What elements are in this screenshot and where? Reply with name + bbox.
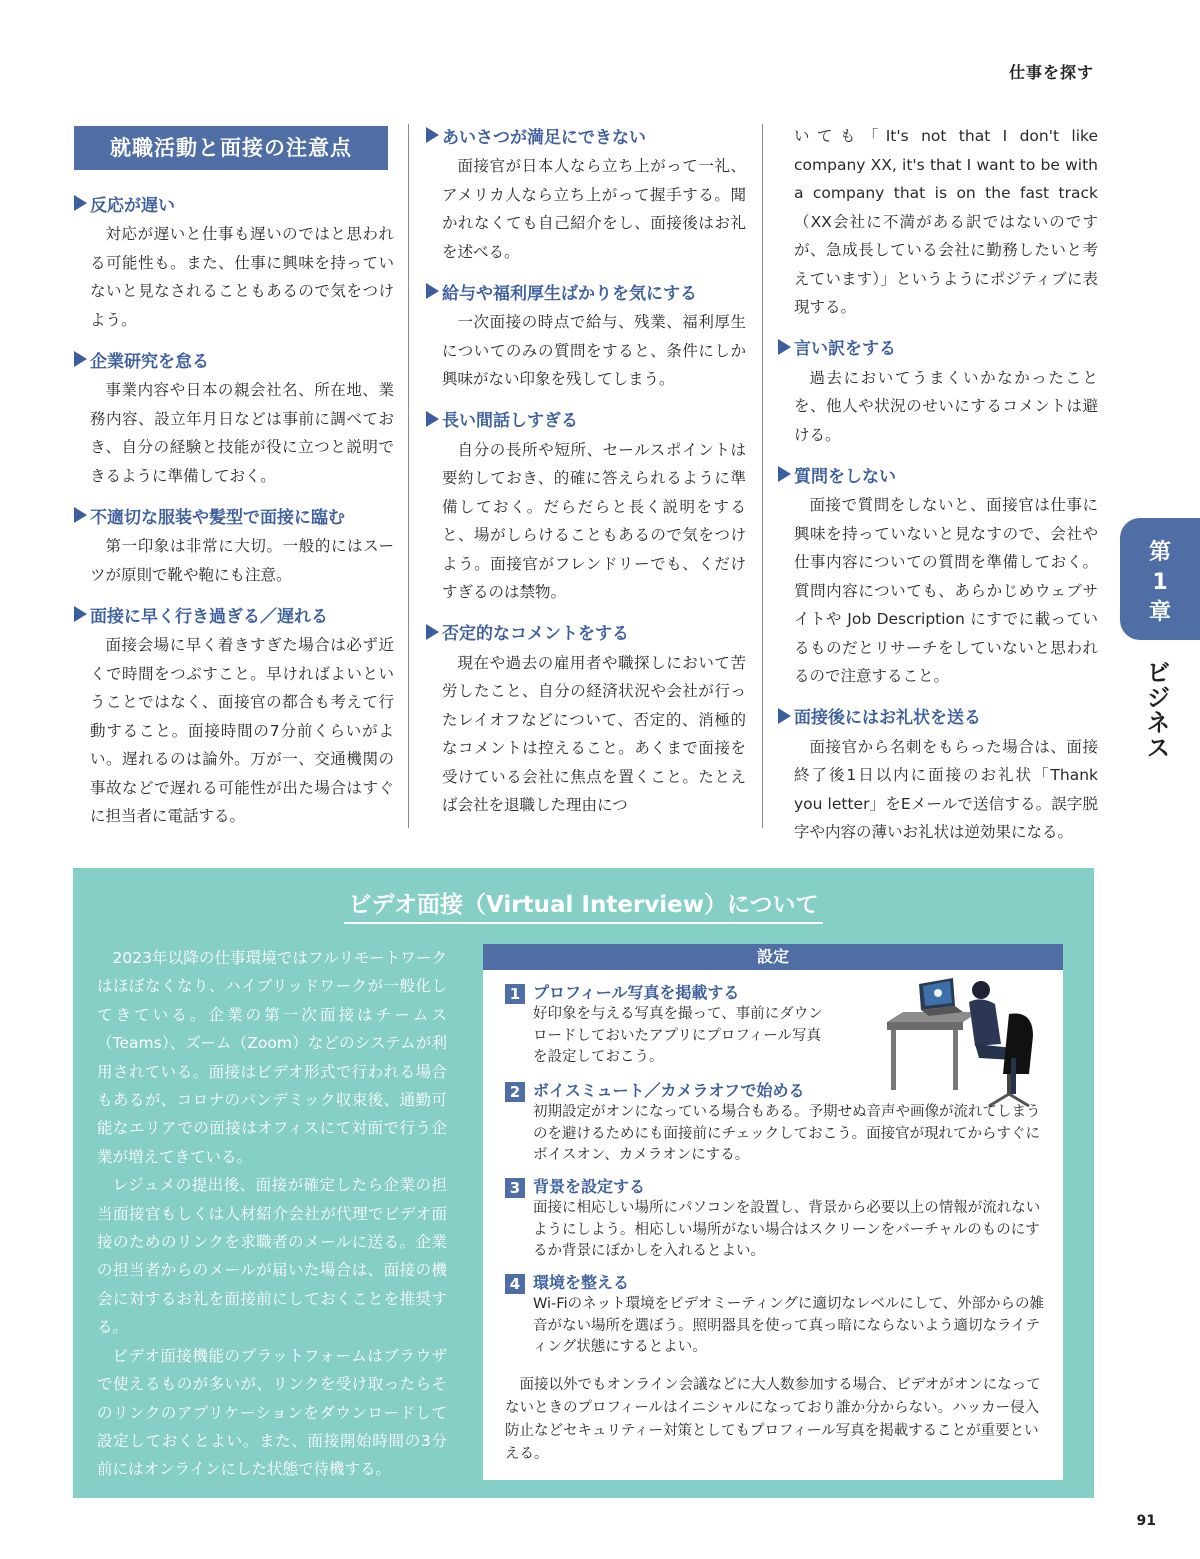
triangle-bullet-icon <box>74 507 87 523</box>
tip-body: 第一印象は非常に大切。一般的にはスーツが原則で靴や鞄にも注意。 <box>90 537 394 584</box>
tip-block <box>426 122 746 266</box>
tip-block <box>74 190 394 334</box>
chapter-side-label: ビジネス <box>1142 660 1170 760</box>
settings-panel <box>483 944 1063 1480</box>
page-number: 91 <box>1136 1513 1156 1529</box>
column-divider <box>762 124 763 828</box>
settings-header: 設定 <box>483 944 1063 970</box>
triangle-bullet-icon <box>778 339 791 355</box>
tip-body: 面接会場に早く着きすぎた場合は必ず近くで時間をつぶすこと。早ければよいということではなく、面接官の都合も考えて行動すること。面接時間の7分前くらいがよい。遅れるのは論外。万が一、交通機関の事故などで遅れる可能性が出た場合はすぐに担当者に電話する。 <box>90 636 394 825</box>
triangle-bullet-icon <box>778 466 791 482</box>
tip-block-continued <box>778 122 1098 322</box>
triangle-bullet-icon <box>426 127 439 143</box>
setting-item <box>505 980 1045 1069</box>
tip-heading: 長い間話しすぎる <box>426 406 746 432</box>
setting-number: 2 <box>505 1082 525 1102</box>
tip-block <box>426 406 746 607</box>
tip-body: 現在や過去の雇用者や職探しにおいて苦労したこと、自分の経済状況や会社が行ったレイオフなどについて、否定的、消極的なコメントは控えること。あくまで面接を受けている会社に焦点を置くこと。たとえば会社を退職した理由につ <box>442 653 746 814</box>
video-paragraph: 2023年以降の仕事環境ではフルリモートワークはほぼなくなり、ハイブリッドワークが一般化してきている。企業の第一次面接はチームス（Teams）、ズーム（Zoom）などのシステムが利用されている。面接はビデオ形式で行われる場合もあるが、コロナのパンデミック収束後、通勤可能なエリアでの面接はオフィスにて対面で行う企業が増えてきている。 <box>97 949 447 1166</box>
chapter-tab-number: 1 <box>1152 570 1168 595</box>
tip-body: 対応が遅いと仕事も遅いのではと思われる可能性も。また、仕事に興味を持っていないと見なされることもあるので気をつけよう。 <box>90 225 394 329</box>
setting-item <box>505 1270 1045 1359</box>
tip-heading: 面接に早く行き過ぎる／遅れる <box>74 601 394 627</box>
tip-body: 面接官から名刺をもらった場合は、面接終了後1日以内に面接のお礼状「Thank you letter」をEメールで送信する。誤字脱字や内容の薄いお礼状は逆効果になる。 <box>794 737 1098 841</box>
tip-heading: 給与や福利厚生ばかりを気にする <box>426 278 746 304</box>
settings-note: 面接以外でもオンライン会議などに大人数参加する場合、ビデオがオンになってないときのプロフィールはイニシャルになっており誰か分からない。ハッカー侵入防止などセキュリティー対策としてもプロフィール写真を掲載することが重要といえる。 <box>505 1377 1041 1462</box>
setting-body: Wi-Fiのネット環境をビデオミーティングに適切なレベルにして、外部からの雑音がない場所を選ぼう。照明器具を使って真っ暗にならないよう適切なライティング状態にするとよい。 <box>533 1296 1045 1355</box>
triangle-bullet-icon <box>74 606 87 622</box>
video-paragraph: レジュメの提出後、面接が確定したら企業の担当面接官もしくは人材紹介会社が代理でビデオ面接のためのリンクを求職者のメールに送る。企業の担当者からのメールが届いた場合は、面接の機会に対するお礼を面接前にしておくことを推奨する。 <box>97 1176 447 1337</box>
triangle-bullet-icon <box>74 195 87 211</box>
column-2 <box>426 122 746 832</box>
tip-block <box>74 346 394 490</box>
tip-block <box>778 461 1098 691</box>
tip-block <box>778 703 1098 847</box>
setting-number: 4 <box>505 1274 525 1294</box>
setting-heading: 2 ボイスミュート／カメラオフで始める <box>505 1078 1045 1102</box>
triangle-bullet-icon <box>74 351 87 367</box>
tip-body: 面接で質問をしないと、面接官は仕事に興味を持っていないと見なすので、会社や仕事内容についての質問を準備しておく。質問内容についても、あらかじめウェブサイトや Job Description にすでに載っているものだとリサーチをしていないと思われるので注意すること。 <box>794 496 1098 685</box>
triangle-bullet-icon <box>426 283 439 299</box>
tip-block <box>426 619 746 820</box>
setting-item <box>505 1174 1045 1263</box>
column-1 <box>74 120 394 843</box>
tip-body: 一次面接の時点で給与、残業、福利厚生についてのみの質問をすると、条件にしか興味がない印象を残してしまう。 <box>442 313 746 388</box>
setting-body: 面接に相応しい場所にパソコンを設置し、背景から必要以上の情報が流れないようにしよう。相応しい場所がない場合はスクリーンをバーチャルのものにするか背景にぼかしを入れるとよい。 <box>533 1200 1041 1259</box>
column-divider <box>408 124 409 828</box>
tip-block <box>778 334 1098 450</box>
triangle-bullet-icon <box>778 708 791 724</box>
setting-item <box>505 1078 1045 1167</box>
video-interview-title: ビデオ面接（Virtual Interview）について <box>73 886 1094 919</box>
column-3 <box>778 122 1098 859</box>
setting-heading: 4 環境を整える <box>505 1270 1045 1294</box>
tip-body: いても「It's not that I don't like company XX, it's that I want to be with a company that is on the fast track（XX会社に不満がある訳ではないのですが、急成長している会社に勤務したいと考えています）」というようにポジティブに表現する。 <box>794 127 1098 316</box>
setting-heading: 1 プロフィール写真を掲載する <box>505 980 1045 1004</box>
setting-body: 初期設定がオンになっている場合もある。予期せぬ音声や画像が流れてしまうのを避けるためにも面接前にチェックしておこう。面接官が現れてからすぐにボイスオン、カメラオンにする。 <box>533 1104 1041 1163</box>
video-paragraph: ビデオ面接機能のプラットフォームはブラウザで使えるものが多いが、リンクを受け取ったらそのリンクのアプリケーションをダウンロードして設定しておくとよい。また、面接開始時間の3分前にはオンラインにした状態で待機する。 <box>97 1346 447 1479</box>
tip-body: 面接官が日本人なら立ち上がって一礼、アメリカ人なら立ち上がって握手する。聞かれなくても自己紹介をし、面接後はお礼を述べる。 <box>442 157 746 261</box>
tip-block <box>74 502 394 589</box>
video-interview-box <box>73 868 1094 1498</box>
chapter-tab <box>1120 518 1200 640</box>
tip-block <box>426 278 746 394</box>
tip-body: 事業内容や日本の親会社名、所在地、業務内容、設立年月日などは事前に調べておき、自分の経験と技能が役に立つと説明できるように準備しておく。 <box>90 381 394 485</box>
tip-heading: あいさつが満足にできない <box>426 122 746 148</box>
tip-heading: 不適切な服装や髪型で面接に臨む <box>74 502 394 528</box>
tip-block <box>74 601 394 831</box>
tip-heading: 否定的なコメントをする <box>426 619 746 645</box>
tip-heading: 反応が遅い <box>74 190 394 216</box>
section-title: 就職活動と面接の注意点 <box>74 126 388 170</box>
tip-heading: 面接後にはお礼状を送る <box>778 703 1098 729</box>
page-header-title: 仕事を探す <box>1008 63 1094 82</box>
tip-body: 自分の長所や短所、セールスポイントは要約しておき、的確に答えられるように準備しておく。だらだらと長く説明をすると、場がしらけることもあるので気をつけよう。面接官がフレンドリーでも、くだけすぎるのは禁物。 <box>442 440 746 601</box>
setting-body: 好印象を与える写真を撮って、事前にダウンロードしておいたアプリにプロフィール写真を設定しておこう。 <box>533 1006 823 1065</box>
tip-heading: 言い訳をする <box>778 334 1098 360</box>
setting-heading: 3 背景を設定する <box>505 1174 1045 1198</box>
video-interview-text <box>97 944 447 1484</box>
tip-heading: 企業研究を怠る <box>74 346 394 372</box>
triangle-bullet-icon <box>426 411 439 427</box>
tip-body: 過去においてうまくいかなかったことを、他人や状況のせいにするコメントは避ける。 <box>794 368 1098 444</box>
chapter-tab-line: 第 <box>1148 540 1171 565</box>
setting-number: 3 <box>505 1178 525 1198</box>
tip-heading: 質問をしない <box>778 461 1098 487</box>
chapter-tab-line: 章 <box>1148 600 1171 625</box>
setting-number: 1 <box>505 984 525 1004</box>
triangle-bullet-icon <box>426 624 439 640</box>
